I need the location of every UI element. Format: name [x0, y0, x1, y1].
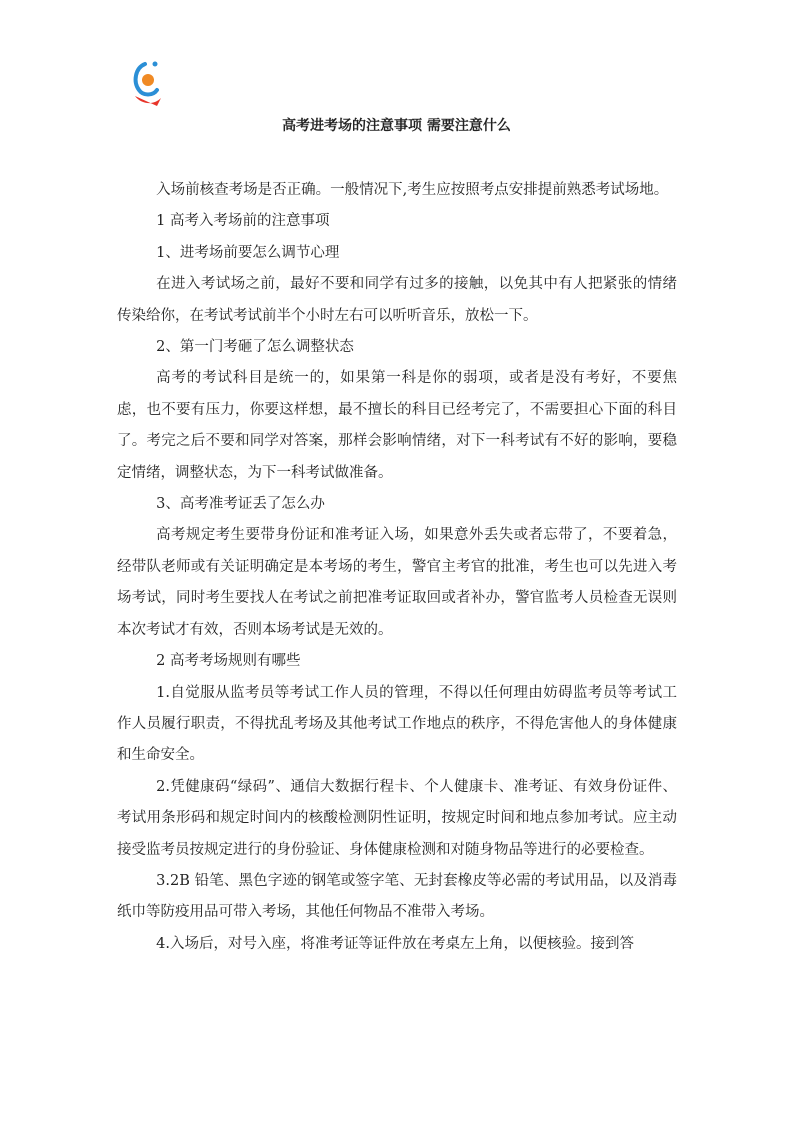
paragraph: 高考规定考生要带身份证和准考证入场，如果意外丢失或者忘带了，不要着急，经带队老师或有关证明确定是本考场的考生，警官主考官的批准，考生也可以先进入考场考试，同时考生要找人在考试之前把准考证取回或者补办，警官监考人员检查无误则本次考试才有效，否则本场考试是无效的。 — [117, 527, 677, 638]
rule-item: 4.入场后，对号入座，将准考证等证件放在考桌左上角，以便核验。接到答 — [156, 935, 634, 952]
section-heading: 1 高考入考场前的注意事项 — [156, 213, 330, 230]
paragraph: 在进入考试场之前，最好不要和同学有过多的接触，以免其中有人把紧张的情绪传染给你，在考试考试前半个小时左右可以听听音乐，放松一下。 — [117, 276, 677, 324]
sub-heading: 3、高考准考证丢了怎么办 — [156, 496, 325, 513]
section-heading: 2 高考考场规则有哪些 — [156, 653, 301, 670]
sub-heading: 2、第一门考砸了怎么调整状态 — [156, 339, 354, 356]
document-body — [117, 175, 677, 960]
rule-item: 2.凭健康码“绿码”、通信大数据行程卡、个人健康卡、准考证、有效身份证件、考试用条形码和规定时间内的核酸检测阴性证明，按规定时间和地点参加考试。应主动接受监考员按规定进行的身份验证、身体健康检测和对随身物品等进行的必要检查。 — [117, 778, 677, 858]
sub-heading: 1、进考场前要怎么调节心理 — [156, 244, 340, 261]
rule-item: 1.自觉服从监考员等考试工作人员的管理，不得以任何理由妨碍监考员等考试工作人员履行职责，不得扰乱考场及其他考试工作地点的秩序，不得危害他人的身体健康和生命安全。 — [117, 684, 677, 764]
document-title: 高考进考场的注意事项 需要注意什么 — [282, 118, 511, 134]
paragraph: 高考的考试科目是统一的，如果第一科是你的弱项，或者是没有考好，不要焦虑，也不要有压力，你要这样想，最不擅长的科目已经考完了，不需要担心下面的科目了。考完之后不要和同学对答案，那样会影响情绪，对下一科考试有不好的影响，要稳定情绪，调整状态，为下一科考试做准备。 — [117, 370, 677, 481]
rule-item: 3.2B 铅笔、黑色字迹的钢笔或签字笔、无封套橡皮等必需的考试用品，以及消毒纸巾等防疫用品可带入考场，其他任何物品不准带入考场。 — [117, 872, 677, 921]
logo-icon — [131, 58, 165, 108]
paragraph: 入场前核查考场是否正确。一般情况下,考生应按照考点安排提前熟悉考试场地。 — [156, 182, 669, 198]
